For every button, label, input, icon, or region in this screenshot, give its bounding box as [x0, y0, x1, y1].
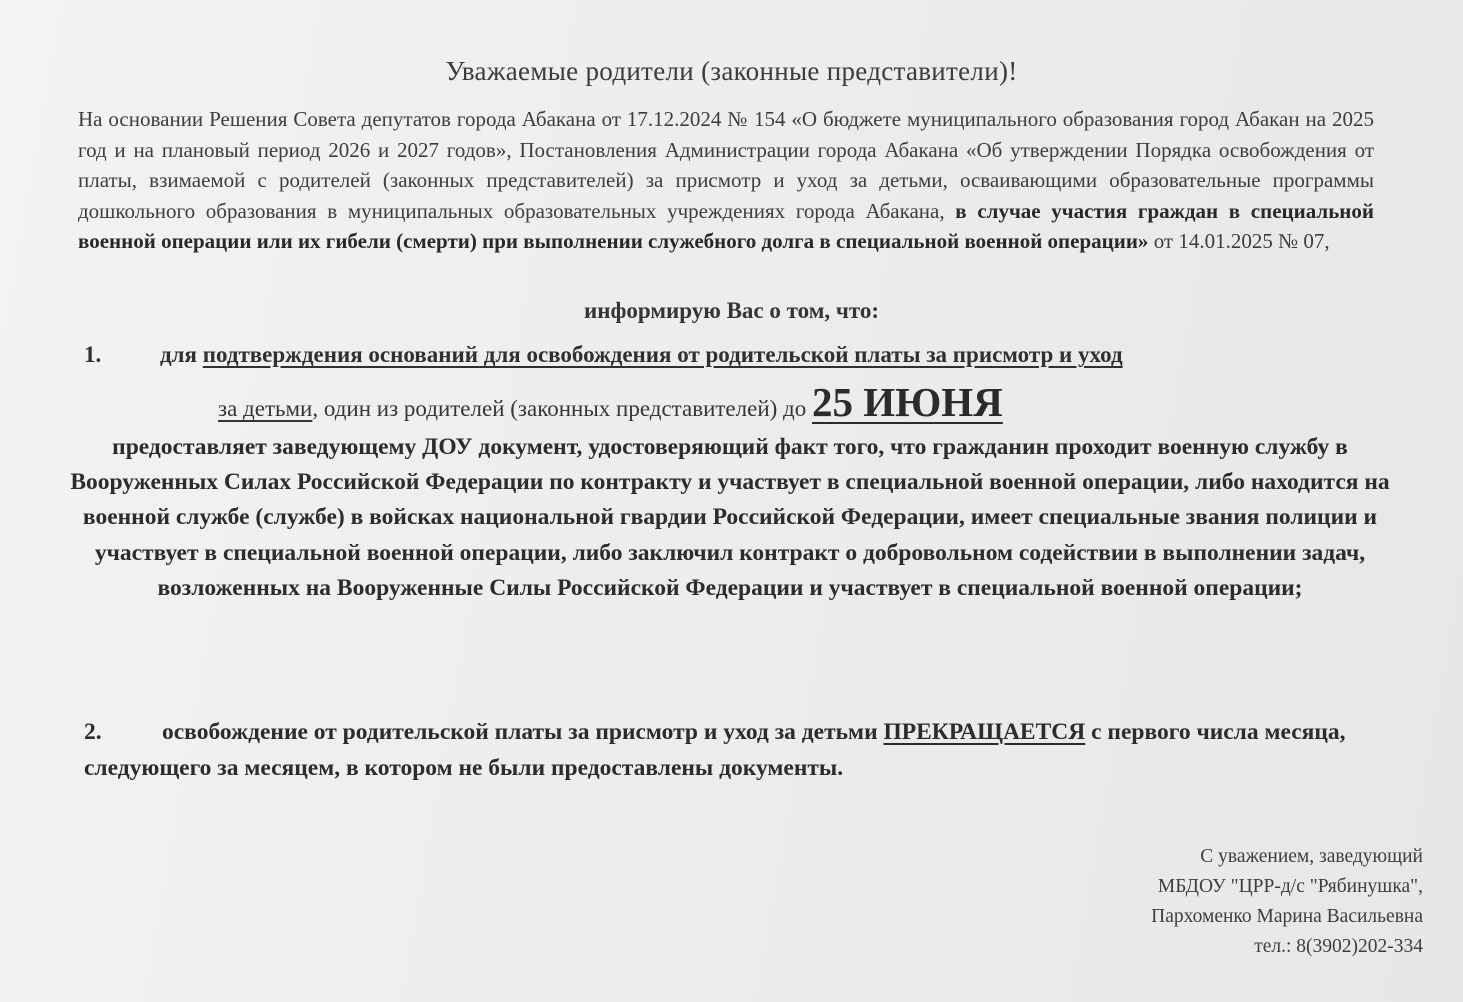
item1-underlined-2: за детьми — [218, 396, 313, 421]
item1-underlined-1: подтверждения оснований для освобождения от родительской платы за присмотр и уход — [202, 342, 1123, 367]
signature-line-2: МБДОУ "ЦРР-д/с "Рябинушка", — [1157, 876, 1423, 897]
item1-number: 1. — [84, 342, 102, 367]
inform-line: информирую Вас о том, что: — [584, 298, 879, 323]
item2-emphasis: ПРЕКРАЩАЕТСЯ — [883, 719, 1086, 745]
intro-bold-text: в случае участия граждан в специальной военной операции или их гибели (смерти) при выполнении служебного долга в специальной военной операции» — [78, 198, 1375, 253]
item2-paragraph — [84, 714, 1384, 786]
signature-line-1: С уважением, заведующий — [1200, 846, 1423, 867]
item1-body: предоставляет заведующему ДОУ документ, удостоверяющий факт того, что гражданин проходит военную службу в Вооруженных Силах Российской Федерации по контракту и участвует в специальной военной операции, либо находится на военной службе (службе) в войсках национальной гвардии Российской Федерации, имеет специальные звания полиции и участвует в специальной военной операции, либо заключил контракт о добровольном содействии в выполнении задач, возложенных на Вооруженные Силы Российской Федерации и участвует в специальной военной операции; — [70, 434, 1390, 601]
item2-tail: с первого числа месяца, следующего за месяцем, в котором не были предоставлены документы. — [84, 719, 1346, 781]
item2-number: 2. — [84, 719, 102, 745]
page-title: Уважаемые родители (законные представители)! — [445, 56, 1018, 86]
signature-block — [923, 842, 1423, 962]
signature-line-3: Пархоменко Марина Васильевна — [1151, 906, 1423, 927]
intro-paragraph — [78, 104, 1374, 257]
intro-tail: от 14.01.2025 № 07, — [1148, 229, 1330, 253]
intro-text: На основании Решения Совета депутатов города Абакана от 17.12.2024 № 154 «О бюджете муниципального образования город Абакан на 2025 год и на плановый период 2026 и 2027 годов», Постановления Администрации города Абакана «Об утверждении Порядка освобождения от платы, взимаемой с родителей (законных представителей) за присмотр и уход за детьми, осваивающими образовательные программы дошкольного образования в муниципальных образовательных учреждениях города Абакана, — [78, 107, 1374, 223]
deadline-date: 25 ИЮНЯ — [812, 379, 1003, 425]
item2-lead: освобождение от родительской платы за присмотр и уход за детьми — [162, 719, 884, 745]
item1-second-line — [218, 378, 1318, 426]
item1-first-line — [160, 342, 1380, 368]
signature-phone: тел.: 8(3902)202-334 — [1254, 936, 1423, 957]
item1-lead: для — [160, 342, 203, 367]
item1-middle: , один из родителей (законных представителей) до — [312, 396, 812, 421]
